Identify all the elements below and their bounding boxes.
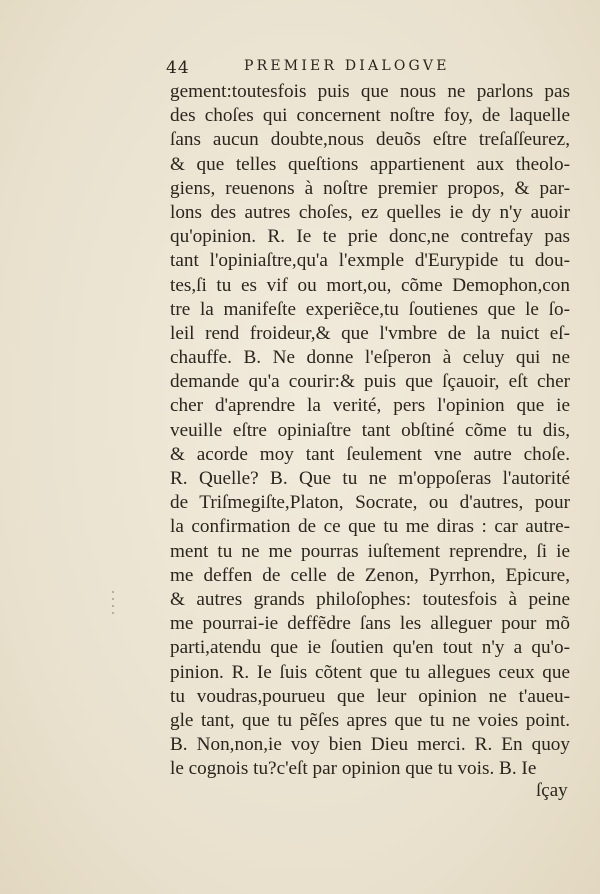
page-number: 44 [166,58,190,78]
text-line: tu voudras,pourueu que leur opinion ne t'aueu- [170,685,570,707]
text-line: le cognois tu?c'eſt par opinion que tu vois. B. Ie [170,758,537,780]
running-head: PREMIER DIALOGVE [244,58,450,74]
text-line: giens, reuenons à noſtre premier propos, & par- [170,177,570,199]
text-line: veuille eſtre opiniaſtre tant obſtiné cõme tu dis, [170,419,570,441]
text-line: gement:toutesfois puis que nous ne parlons pas [170,81,570,102]
body-text [170,80,570,781]
text-line: qu'opinion. R. Ie te prie donc,ne contrefay pas [170,226,570,248]
text-line: chauffe. B. Ne donne l'eſperon à celuy qui ne [170,347,570,369]
text-line: & que telles queſtions appartienent aux theolo- [170,153,570,175]
text-line: B. Non,non,ie voy bien Dieu merci. R. En quoy [170,734,570,756]
text-line: pinion. R. Ie ſuis cõtent que tu allegues ceux que [170,661,570,683]
text-line: lons des autres choſes, ez quelles ie dy n'y auoir [170,201,570,223]
text-line: gle tant, que tu pẽſes apres que tu ne voies point. [170,709,570,731]
text-line: tes,ſi tu es vif ou mort,ou, cõme Demophon,con [170,274,570,296]
text-line: ſans aucun doubte,nous deuõs eſtre treſaſſeurez, [170,129,570,151]
text-line: la confirmation de ce que tu me diras : car autre- [170,516,570,538]
text-line: tre la manifeſte experiẽce,tu ſoutienes que le ſo- [170,298,570,320]
text-line: demande qu'a courir:& puis que ſçauoir, eſt cher [170,371,570,393]
text-line: me deffen de celle de Zenon, Pyrrhon, Epicure, [170,564,570,586]
text-line: & autres grands philoſophes: toutesfois à peine [170,588,570,610]
text-line: de Triſmegiſte,Platon, Socrate, ou d'autres, pour [170,492,570,514]
catchword: ſçay [536,780,568,801]
text-line: parti,atendu que ie ſoutien qu'en tout n'y a qu'o- [170,637,570,659]
text-line: ment tu ne me pourras iuſtement reprendre, ſi ie [170,540,570,562]
text-line: leil rend froideur,& que l'vmbre de la nuict eſ- [170,322,570,344]
margin-specks [108,586,122,626]
text-line: me pourrai-ie deffẽdre ſans les alleguer pour mõ [170,613,570,635]
text-line: & acorde moy tant ſeulement vne autre choſe. [170,443,570,465]
text-line: des choſes qui concernent noſtre foy, de laquelle [170,105,570,127]
text-line: tant l'opiniaſtre,qu'a l'exmple d'Eurypide tu dou- [170,250,570,272]
text-line: R. Quelle? B. Que tu ne m'oppoſeras l'autorité [170,468,570,489]
text-line: cher d'aprendre la verité, pers l'opinion que ie [170,395,570,417]
